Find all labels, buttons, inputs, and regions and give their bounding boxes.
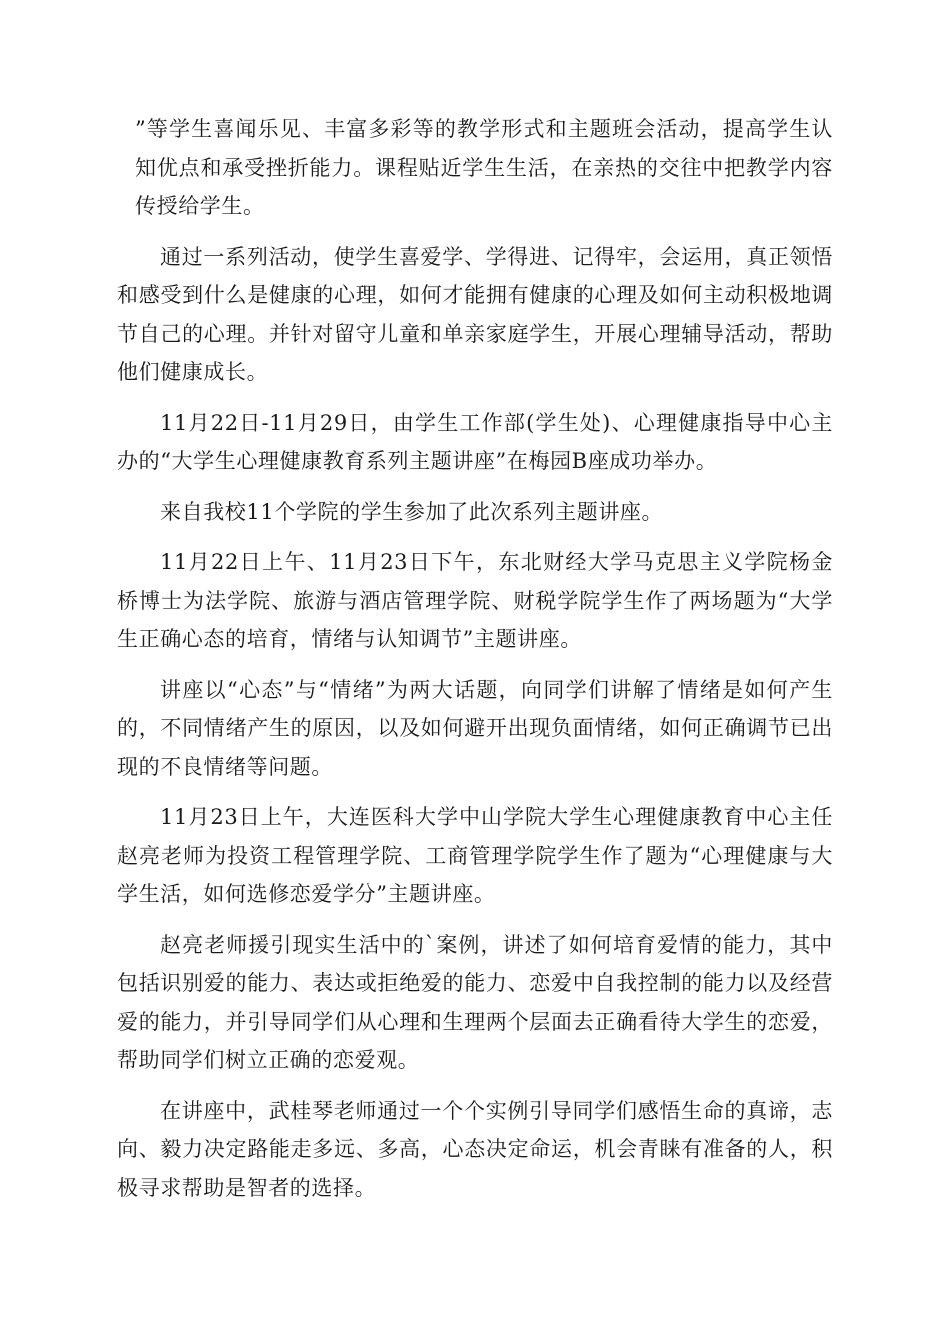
- paragraph-1: ”等学生喜闻乐见、丰富多彩等的教学形式和主题班会活动，提高学生认知优点和承受挫折能力。课程贴近学生生活，在亲热的交往中把教学内容传授给学生。: [135, 117, 833, 218]
- paragraph-5: 11月22日上午、11月23日下午，东北财经大学马克思主义学院杨金桥博士为法学院、旅游与酒店管理学院、财税学院学生作了两场题为“大学生正确心态的培育，情绪与认知调节”主题讲座。: [117, 550, 833, 651]
- paragraph-8: 赵亮老师援引现实生活中的`案例，讲述了如何培育爱情的能力，其中包括识别爱的能力、表达或拒绝爱的能力、恋爱中自我控制的能力以及经营爱的能力，并引导同学们从心理和生理两个层面去正确看待大学生的恋爱，帮助同学们树立正确的恋爱观。: [117, 932, 833, 1072]
- paragraph-7: 11月23日上午，大连医科大学中山学院大学生心理健康教育中心主任赵亮老师为投资工程管理学院、工商管理学院学生作了题为“心理健康与大学生活，如何选修恋爱学分”主题讲座。: [117, 805, 833, 906]
- paragraph-2: 通过一系列活动，使学生喜爱学、学得进、记得牢，会运用，真正领悟和感受到什么是健康的心理，如何才能拥有健康的心理及如何主动积极地调节自己的心理。并针对留守儿童和单亲家庭学生，开展心理辅导活动，帮助他们健康成长。: [117, 244, 833, 384]
- paragraph-9: 在讲座中，武桂琴老师通过一个个实例引导同学们感悟生命的真谛，志向、毅力决定路能走多远、多高，心态决定命运，机会青睐有准备的人，积极寻求帮助是智者的选择。: [117, 1098, 833, 1200]
- document-body: [117, 110, 833, 1219]
- paragraph-4: 来自我校11个学院的学生参加了此次系列主题讲座。: [160, 499, 664, 524]
- paragraph-6: 讲座以“心态”与“情绪”为两大话题，向同学们讲解了情绪是如何产生的，不同情绪产生的原因，以及如何避开出现负面情绪，如何正确调节已出现的不良情绪等问题。: [117, 677, 833, 779]
- paragraph-3: 11月22日-11月29日，由学生工作部(学生处)、心理健康指导中心主办的“大学生心理健康教育系列主题讲座”在梅园B座成功举办。: [117, 410, 833, 473]
